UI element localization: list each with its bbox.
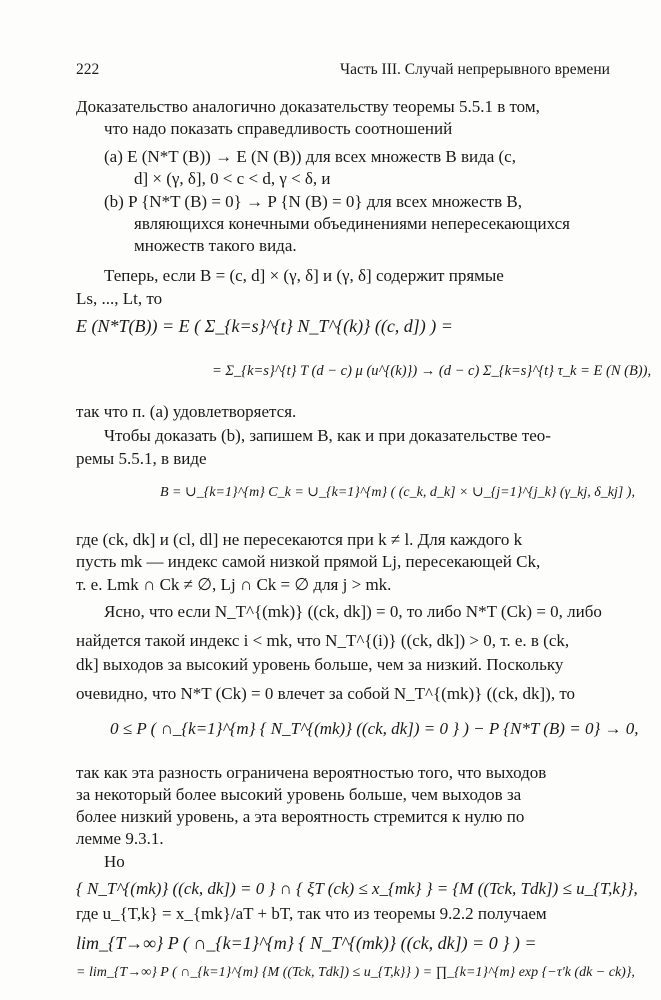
text-line: т. е. Lmk ∩ Ck ≠ ∅, Lj ∩ Ck = ∅ для j > mk. bbox=[76, 575, 392, 594]
text-line: Чтобы доказать (b), запишем B, как и при доказательстве тео- bbox=[104, 426, 551, 445]
text-line: Теперь, если B = (c, d] × (γ, δ] и (γ, δ] содержит прямые bbox=[104, 266, 504, 285]
text-line: (b) P {N*T (B) = 0} → P {N (B) = 0} для всех множеств B, bbox=[104, 192, 522, 211]
equation-line: { N_T^{(mk)} ((ck, dk]) = 0 } ∩ { ξT (ck) ≤ x_{mk} } = {M ((Tck, Tdk]) ≤ u_{T,k}}, bbox=[76, 879, 638, 898]
equation-line: lim_{T→∞} P ( ∩_{k=1}^{m} { N_T^{(mk)} ((ck, dk]) = 0 } ) = bbox=[76, 933, 537, 953]
text-line: пусть mk — индекс самой низкой прямой Lj, пересекающей Ck, bbox=[76, 552, 541, 571]
running-title: Часть III. Случай непрерывного времени bbox=[340, 61, 610, 78]
text-line: за некоторый более высокий уровень больше, чем выходов за bbox=[76, 785, 522, 804]
text-line: так что п. (a) удовлетворяется. bbox=[76, 402, 297, 421]
page-number: 222 bbox=[76, 61, 100, 78]
text-line: Но bbox=[104, 852, 125, 871]
text-line: Ясно, что если N_T^{(mk)} ((ck, dk]) = 0, то либо N*T (Ck) = 0, либо bbox=[104, 602, 602, 621]
text-line: Доказательство аналогично доказательству теоремы 5.5.1 в том, bbox=[76, 97, 540, 116]
text-line: Ls, ..., Lt, то bbox=[76, 289, 163, 308]
text-line: где u_{T,k} = x_{mk}/aT + bT, так что из теоремы 9.2.2 получаем bbox=[76, 904, 547, 923]
text-line: (a) E (N*T (B)) → E (N (B)) для всех множеств B вида (c, bbox=[104, 147, 516, 166]
text-line: более низкий уровень, а эта вероятность стремится к нулю по bbox=[76, 807, 525, 826]
equation-line: = lim_{T→∞} P ( ∩_{k=1}^{m} {M ((Tck, Tdk]) ≤ u_{T,k}} ) = ∏_{k=1}^{m} exp {−τ'k (dk − ck)}, bbox=[76, 965, 635, 980]
text-line: лемме 9.3.1. bbox=[76, 829, 164, 848]
text-line: являющихся конечными объединениями непересекающихся bbox=[134, 214, 570, 233]
equation-line: 0 ≤ P ( ∩_{k=1}^{m} { N_T^{(mk)} ((ck, dk]) = 0 } ) − P {N*T (B) = 0} → 0, bbox=[110, 719, 639, 738]
equation-line: B = ∪_{k=1}^{m} C_k = ∪_{k=1}^{m} ( (c_k, d_k] × ∪_{j=1}^{j_k} (γ_kj, δ_kj] ), bbox=[160, 485, 635, 500]
text-line: d] × (γ, δ], 0 < c < d, γ < δ, и bbox=[134, 169, 331, 188]
text-line: dk] выходов за высокий уровень больше, чем за низкий. Поскольку bbox=[76, 655, 564, 674]
equation-line: = Σ_{k=s}^{t} T (d − c) μ (u^{(k)}) → (d − c) Σ_{k=s}^{t} τ_k = E (N (B)), bbox=[212, 363, 652, 379]
text-line: найдется такой индекс i < mk, что N_T^{(i)} ((ck, dk]) > 0, т. е. в (ck, bbox=[76, 631, 570, 650]
text-line: так как эта разность ограничена вероятностью того, что выходов bbox=[76, 763, 547, 782]
equation-line: E (N*T(B)) = E ( Σ_{k=s}^{t} N_T^{(k)} ((c, d]) ) = bbox=[76, 316, 453, 336]
text-line: где (ck, dk] и (cl, dl] не пересекаются при k ≠ l. Для каждого k bbox=[76, 530, 523, 549]
text-line: очевидно, что N*T (Ck) = 0 влечет за собой N_T^{(mk)} ((ck, dk]), то bbox=[76, 684, 576, 703]
text-line: что надо показать справедливость соотношений bbox=[104, 119, 453, 138]
text-line: ремы 5.5.1, в виде bbox=[76, 449, 207, 468]
text-line: множеств такого вида. bbox=[134, 236, 297, 255]
